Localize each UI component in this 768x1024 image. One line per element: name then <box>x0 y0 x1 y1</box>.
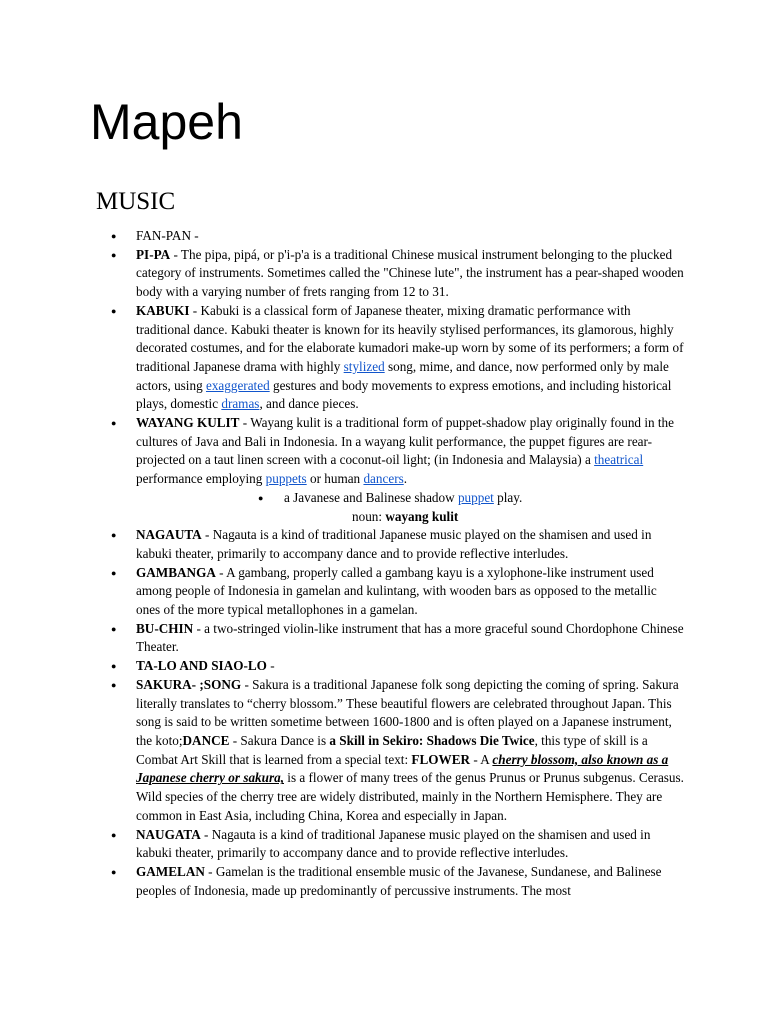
list-item-gambanga <box>136 564 684 620</box>
list-item-bu-chin <box>136 620 684 657</box>
item-term: NAGAUTA <box>136 527 202 543</box>
item-text: is a flower of many trees of the genus Prunus or Prunus subgenus. Cerasus. Wild species of the cherry tree are widely distributed, mainly in the Northern Hemisphere. They are common in East Asia, including China, Korea and especially in Japan. <box>136 770 684 823</box>
item-text: - The pipa, pipá, or p'i-p'a is a traditional Chinese musical instrument belonging to the plucked category of instruments. Sometimes called the "Chinese lute", the instrument has a pear-shaped wooden body with a varying number of frets ranging from 12 to 31. <box>136 246 684 300</box>
link-puppets[interactable]: puppets <box>265 471 307 487</box>
item-text: , and dance pieces. <box>259 396 359 412</box>
list-item-pipa <box>136 246 684 302</box>
item-term: SAKURA- ;SONG <box>136 676 242 692</box>
item-text: - Kabuki is a classical form of Japanese theater, mixing dramatic performance with traditional dance. Kabuki theater is known for its heavily stylised performances, its glamorous, highly decorated costumes, and for the elaborate kumadori make-up worn by some of its performers; a form of traditional Japanese drama with highly <box>136 302 684 374</box>
music-list <box>136 227 684 900</box>
noun-value: wayang kulit <box>385 508 459 524</box>
link-dancers[interactable]: dancers <box>363 471 404 487</box>
item-text: - A <box>470 751 493 767</box>
item-text: - a two-stringed violin-like instrument that has a more graceful sound Chordophone Chinese Theater. <box>136 620 684 655</box>
item-text: . <box>403 471 408 487</box>
link-puppet[interactable]: puppet <box>457 489 494 505</box>
item-text: song, mime, and dance, now performed only by male actors, using <box>136 358 669 393</box>
list-item-kabuki <box>136 302 684 414</box>
list-item-naugata <box>136 826 684 863</box>
list-item-gamelan <box>136 863 684 900</box>
item-text: - Wayang kulit is a traditional form of puppet-shadow play originally found in the cultures of Java and Bali in Indonesia. In a wayang kulit performance, the puppet figures are rear-projected on a taut linen screen with a coconut-oil light; (in Indonesia and Malaysia) a <box>136 415 674 468</box>
item-text: - Sakura Dance is <box>229 732 330 748</box>
item-term: BU-CHIN <box>136 620 194 636</box>
item-term: KABUKI <box>136 302 190 318</box>
item-text: , this type of skill is a Combat Art Skill that is learned from a special text: <box>136 732 648 767</box>
document-title: Mapeh <box>90 94 243 150</box>
noun-line <box>136 508 684 527</box>
link-dramas[interactable]: dramas <box>221 396 260 412</box>
sub-item-text: a Javanese and Balinese shadow <box>284 489 458 505</box>
list-item-fanpan <box>136 227 684 246</box>
item-term: GAMELAN <box>136 863 205 879</box>
item-text: - <box>266 658 275 674</box>
item-text: or human <box>306 471 364 487</box>
link-theatrical[interactable]: theatrical <box>594 452 644 468</box>
link-stylized[interactable]: stylized <box>343 358 385 374</box>
list-item-wayang-kulit <box>136 414 684 489</box>
item-text: - Nagauta is a kind of traditional Japanese music played on the shamisen and used in kabuki theater, primarily to accompany dance and to provide reflective interludes. <box>136 527 652 561</box>
list-item-nagauta <box>136 526 684 563</box>
item-text: - Gamelan is the traditional ensemble music of the Javanese, Sundanese, and Balinese peoples of Indonesia, made up predominantly of percussive instruments. The most <box>136 863 662 898</box>
item-term: TA-LO AND SIAO-LO <box>136 658 267 674</box>
item-term-flower: FLOWER <box>411 751 471 767</box>
item-text: - Sakura is a traditional Japanese folk song depicting the coming of spring. Sakura literally translates to “cherry blossom.” These beautiful flowers are celebrated throughout Japan. This song is said to be written sometime between 1600-1800 and is often played on a Japanese instrument, the koto; <box>136 676 679 748</box>
item-bold-sekiro: a Skill in Sekiro: Shadows Die Twice <box>329 732 535 748</box>
link-exaggerated[interactable]: exaggerated <box>205 377 270 393</box>
item-term: GAMBANGA <box>136 564 216 580</box>
list-item-ta-lo <box>136 657 684 676</box>
item-text: performance employing <box>136 471 266 487</box>
sub-list-item-definition <box>136 489 684 508</box>
sub-item-text: play. <box>493 489 523 505</box>
item-text: - Nagauta is a kind of traditional Japanese music played on the shamisen and used in kabuki theater, primarily to accompany dance and to provide reflective interludes. <box>136 826 651 861</box>
section-heading-music: MUSIC <box>96 188 176 215</box>
item-term: WAYANG KULIT <box>136 415 240 431</box>
noun-label: noun: <box>352 508 386 524</box>
item-term: NAUGATA <box>136 826 201 842</box>
item-term: PI-PA <box>136 246 171 262</box>
item-text: gestures and body movements to express emotions, and including historical plays, domestic <box>136 377 672 412</box>
item-text: FAN-PAN - <box>136 228 199 243</box>
item-text: - A gambang, properly called a gambang kayu is a xylophone-like instrument used among people of Indonesia in gamelan and kulintang, with wooden bars as opposed to the metallic ones of the more typical metallophones in a gamelan. <box>136 564 657 618</box>
list-item-sakura <box>136 676 684 826</box>
item-emphasis-cherry-blossom: cherry blossom, also known as a Japanese cherry or sakura, <box>136 751 669 786</box>
item-term-dance: DANCE <box>182 732 230 748</box>
